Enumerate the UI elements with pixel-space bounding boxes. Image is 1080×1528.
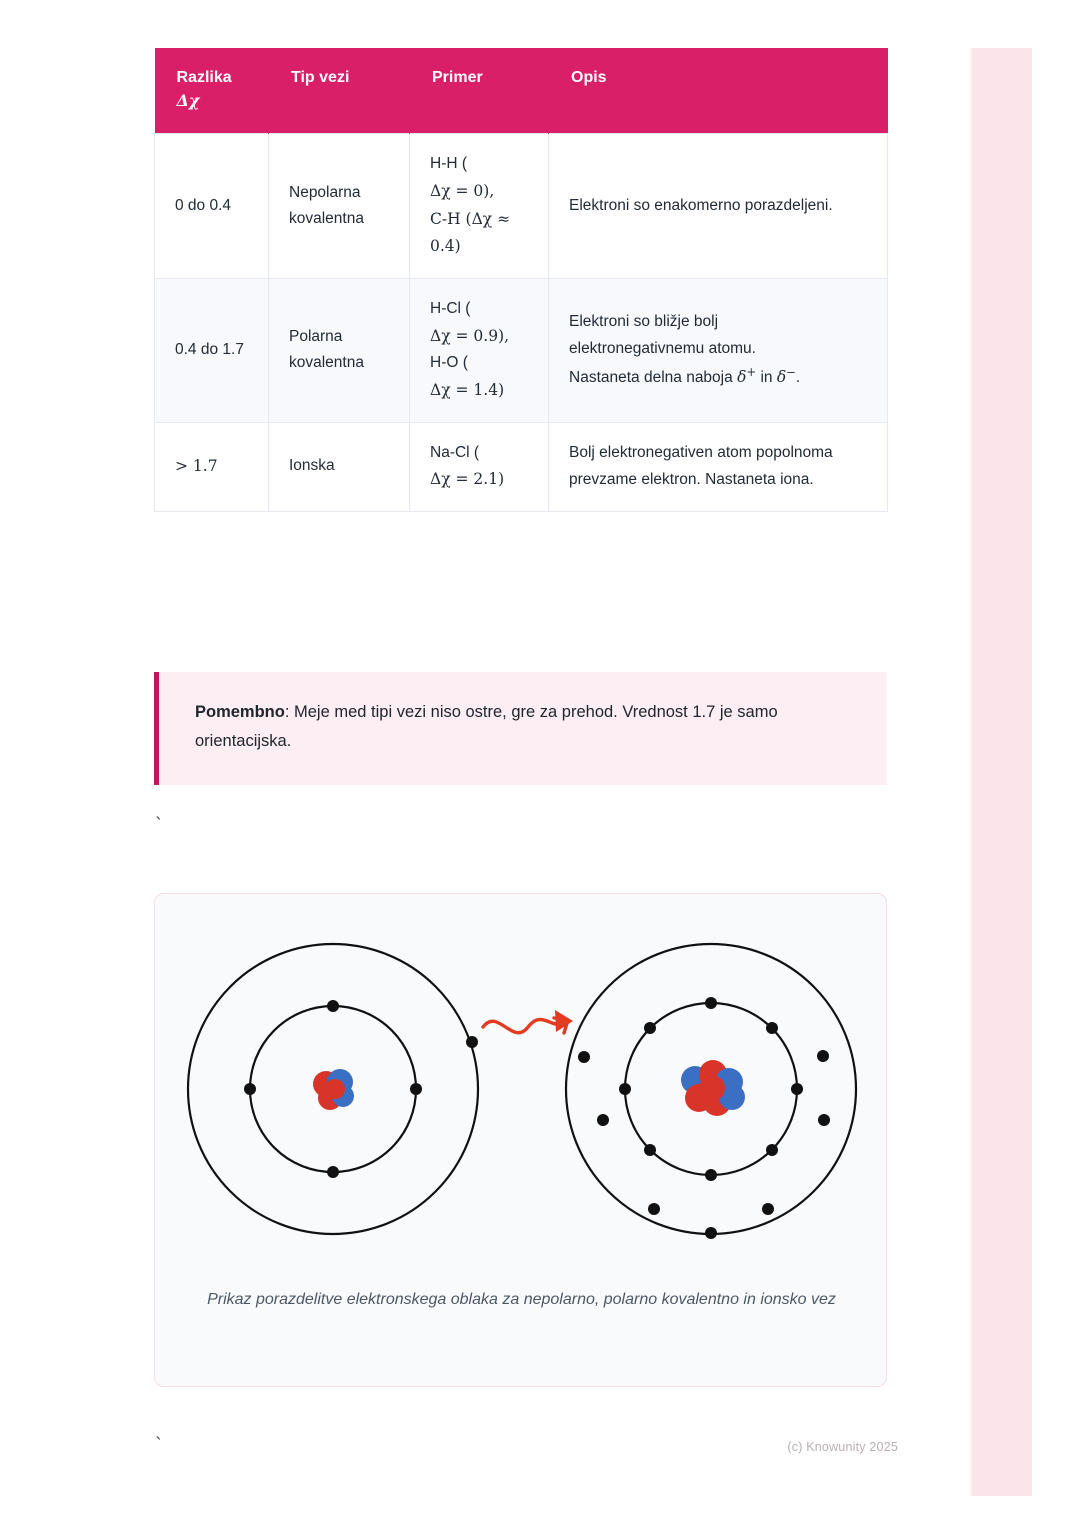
copyright-footer: (c) Knowunity 2025	[787, 1440, 898, 1454]
right-nucleus-icon	[681, 1060, 745, 1116]
electron-dot	[762, 1203, 774, 1215]
electron-dot	[244, 1083, 256, 1095]
cell-razlika: 0 do 0.4	[155, 134, 269, 279]
column-header-razlika-line1: Razlika	[176, 69, 232, 86]
cell-tip-vezi: Nepolarna kovalentna	[269, 134, 410, 279]
electron-dot	[597, 1114, 609, 1126]
table-row	[155, 134, 888, 279]
electron-dot	[619, 1083, 631, 1095]
electron-transfer-arrow-icon	[483, 1010, 573, 1033]
opis-line-2: elektronegativnemu atomu.	[569, 339, 756, 357]
callout-label: Pomembno	[195, 703, 285, 721]
electron-dot	[705, 1227, 717, 1239]
cell-tip-vezi: Polarna kovalentna	[269, 279, 410, 423]
opis-line-1: Elektroni so bližje bolj	[569, 313, 719, 331]
primer-line-1: H-H (	[430, 155, 468, 173]
cell-tip-vezi: Ionska	[269, 422, 410, 511]
column-header-primer: Primer	[410, 48, 549, 134]
opis-line-3a: Nastaneta delna naboja	[569, 368, 738, 386]
electron-dot	[644, 1144, 656, 1156]
left-nucleus-icon	[313, 1069, 354, 1110]
primer-line-2: Δχ = 0),	[430, 182, 495, 201]
important-callout	[154, 672, 887, 785]
electron-dot	[466, 1036, 478, 1048]
primer-line-2: Δχ = 2.1)	[430, 470, 505, 489]
primer-line-3: C-H (Δχ ≈	[430, 209, 511, 228]
document-page	[62, 0, 968, 1500]
electron-dot	[766, 1144, 778, 1156]
cell-razlika: 0.4 do 1.7	[155, 279, 269, 423]
electron-dot	[791, 1083, 803, 1095]
cell-primer	[410, 279, 549, 423]
electron-dot	[644, 1022, 656, 1034]
opis-line-3c: .	[795, 368, 801, 386]
electron-dot	[705, 997, 717, 1009]
electron-dot	[327, 1166, 339, 1178]
comparison-table-container	[154, 48, 887, 512]
backtick-marker-1: `	[154, 815, 165, 835]
backtick-marker-2: `	[154, 1435, 165, 1455]
electron-dot	[818, 1114, 830, 1126]
atom-diagram-svg	[183, 922, 858, 1255]
table-row	[155, 279, 888, 423]
primer-line-1: Na-Cl (	[430, 443, 480, 461]
electron-dot	[327, 1000, 339, 1012]
delta-minus-symbol: δ−	[776, 364, 796, 386]
figure-caption: Prikaz porazdelitve elektronskega oblaka za nepolarno, polarno kovalentno in ionsko vez	[207, 1291, 836, 1308]
electron-dot	[578, 1051, 590, 1063]
bond-type-table	[154, 48, 888, 512]
primer-line-4: Δχ = 1.4)	[430, 380, 505, 399]
electron-dot	[648, 1203, 660, 1215]
electron-dot	[410, 1083, 422, 1095]
column-header-razlika	[155, 48, 269, 134]
left-atom	[188, 944, 478, 1234]
electron-dot	[817, 1050, 829, 1062]
callout-text: : Meje med tipi vezi niso ostre, gre za prehod. Vrednost 1.7 je samo orientacijska.	[195, 703, 778, 751]
primer-line-3: H-O (	[430, 354, 468, 372]
delta-plus-symbol: δ+	[737, 364, 757, 386]
right-decorative-strip	[972, 48, 1032, 1496]
figure-image	[183, 922, 858, 1255]
primer-line-1: H-Cl (	[430, 300, 471, 317]
primer-line-2: Δχ = 0.9),	[430, 326, 510, 345]
figure-card	[154, 893, 887, 1387]
primer-line-4: 0.4)	[430, 237, 461, 256]
cell-opis	[549, 279, 888, 423]
cell-opis: Elektroni so enakomerno porazdeljeni.	[549, 134, 888, 279]
cell-opis: Bolj elektronegativen atom popolnoma prevzame elektron. Nastaneta iona.	[549, 422, 888, 511]
table-header-row	[155, 48, 888, 134]
cell-primer	[410, 422, 549, 511]
column-header-opis: Opis	[549, 48, 888, 134]
column-header-razlika-line2: Δχ	[176, 91, 200, 111]
opis-line-3b: in	[756, 368, 777, 386]
right-atom	[566, 944, 856, 1239]
electron-dot	[766, 1022, 778, 1034]
electron-dot	[705, 1169, 717, 1181]
cell-razlika: > 1.7	[155, 422, 269, 511]
table-row	[155, 422, 888, 511]
cell-primer	[410, 134, 549, 279]
column-header-tip-vezi: Tip vezi	[269, 48, 410, 134]
